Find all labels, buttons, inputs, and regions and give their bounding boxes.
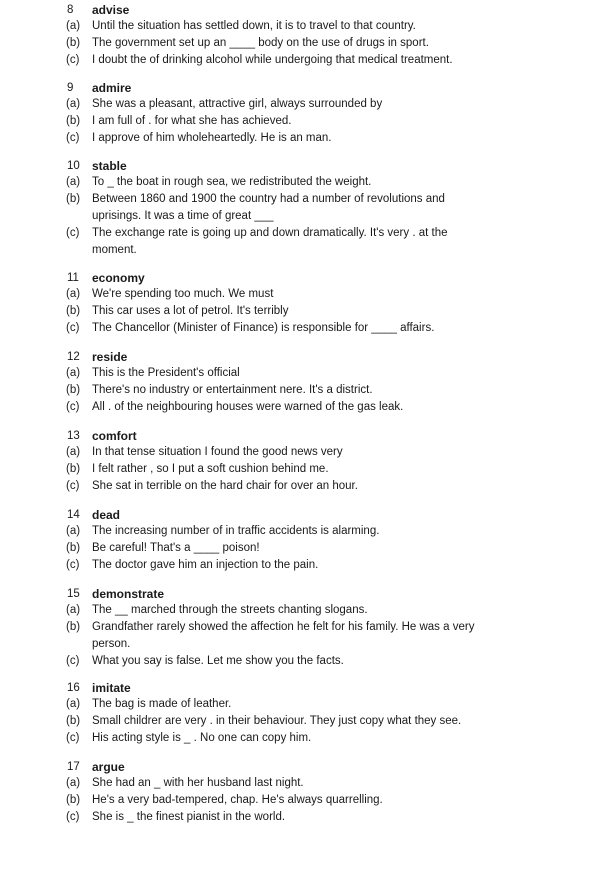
exercise-sentence — [0, 35, 607, 52]
exercise-sentence — [0, 365, 607, 382]
section-number: 17 — [67, 761, 80, 773]
sentence-text: To _ the boat in rough sea, we redistributed the weight. — [92, 176, 372, 188]
exercise-sentence — [0, 96, 607, 113]
item-letter: (b) — [66, 542, 81, 554]
section-keyword: stable — [92, 159, 127, 173]
exercise-section — [0, 349, 607, 416]
exercise-sentence — [0, 174, 607, 191]
sentence-text: The Chancellor (Minister of Finance) is responsible for ____ affairs. — [92, 322, 435, 334]
sentence-continuation — [0, 242, 607, 259]
sentence-text: Until the situation has settled down, it is to travel to that country. — [92, 20, 416, 32]
sentence-text: I felt rather , so I put a soft cushion behind me. — [92, 463, 329, 475]
item-letter: (b) — [66, 193, 81, 205]
exercise-sentence — [0, 792, 607, 809]
section-keyword: argue — [92, 760, 125, 774]
exercise-sentence — [0, 286, 607, 303]
item-letter: (b) — [66, 305, 81, 317]
exercise-sentence — [0, 775, 607, 792]
sentence-text: What you say is false. Let me show you the facts. — [92, 655, 344, 667]
sentence-text: There's no industry or entertainment nere. It's a district. — [92, 384, 373, 396]
exercise-sentence — [0, 303, 607, 320]
exercise-section — [0, 507, 607, 574]
section-heading — [0, 2, 607, 18]
item-letter: (c) — [66, 54, 80, 66]
sentence-text: I approve of him wholeheartedly. He is an man. — [92, 132, 332, 144]
item-letter: (c) — [66, 227, 80, 239]
sentence-text: The doctor gave him an injection to the pain. — [92, 559, 319, 571]
sentence-text: This is the President's official — [92, 367, 240, 379]
item-letter: (c) — [66, 322, 80, 334]
section-keyword: dead — [92, 508, 121, 522]
item-letter: (a) — [66, 777, 81, 789]
item-letter: (a) — [66, 367, 81, 379]
section-number: 14 — [67, 509, 80, 521]
item-letter: (a) — [66, 525, 81, 537]
section-keyword: reside — [92, 350, 128, 364]
exercise-sentence — [0, 540, 607, 557]
section-heading — [0, 507, 607, 523]
sentence-text: The __ marched through the streets chanting slogans. — [92, 604, 368, 616]
exercise-sentence — [0, 130, 607, 147]
item-letter: (b) — [66, 115, 81, 127]
exercise-section — [0, 586, 607, 670]
sentence-text: He's a very bad-tempered, chap. He's always quarrelling. — [92, 794, 383, 806]
item-letter: (a) — [66, 176, 81, 188]
exercise-sentence — [0, 191, 607, 208]
item-letter: (c) — [66, 132, 80, 144]
exercise-sentence — [0, 713, 607, 730]
sentence-continuation — [0, 208, 607, 225]
sentence-text: Between 1860 and 1900 the country had a number of revolutions and — [92, 193, 445, 205]
section-number: 9 — [67, 82, 74, 94]
section-keyword: admire — [92, 81, 132, 95]
sentence-text: I doubt the of drinking alcohol while undergoing that medical treatment. — [92, 54, 453, 66]
item-letter: (a) — [66, 20, 81, 32]
item-letter: (a) — [66, 288, 81, 300]
exercise-sentence — [0, 225, 607, 242]
item-letter: (c) — [66, 559, 80, 571]
exercise-sentence — [0, 523, 607, 540]
sentence-text: She was a pleasant, attractive girl, always surrounded by — [92, 98, 383, 110]
sentence-continuation — [0, 636, 607, 653]
section-number: 10 — [67, 160, 80, 172]
item-letter: (c) — [66, 732, 80, 744]
section-keyword: comfort — [92, 429, 137, 443]
continuation-text: moment. — [92, 244, 137, 256]
item-letter: (c) — [66, 401, 80, 413]
sentence-text: I am full of . for what she has achieved. — [92, 115, 292, 127]
section-heading — [0, 586, 607, 602]
sentence-text: The bag is made of leather. — [92, 698, 232, 710]
section-keyword: advise — [92, 3, 130, 17]
item-letter: (b) — [66, 384, 81, 396]
section-heading — [0, 680, 607, 696]
exercise-sentence — [0, 444, 607, 461]
item-letter: (b) — [66, 621, 81, 633]
section-number: 8 — [67, 4, 74, 16]
section-number: 12 — [67, 351, 80, 363]
sentence-text: All . of the neighbouring houses were warned of the gas leak. — [92, 401, 404, 413]
continuation-text: person. — [92, 638, 131, 650]
item-letter: (a) — [66, 98, 81, 110]
item-letter: (a) — [66, 446, 81, 458]
exercise-sentence — [0, 696, 607, 713]
item-letter: (a) — [66, 604, 81, 616]
exercise-sentence — [0, 461, 607, 478]
item-letter: (a) — [66, 698, 81, 710]
section-number: 13 — [67, 430, 80, 442]
sentence-text: The increasing number of in traffic accidents is alarming. — [92, 525, 380, 537]
section-heading — [0, 428, 607, 444]
item-letter: (b) — [66, 794, 81, 806]
section-number: 16 — [67, 682, 80, 694]
exercise-section — [0, 80, 607, 147]
exercise-sentence — [0, 809, 607, 826]
section-heading — [0, 349, 607, 365]
section-heading — [0, 270, 607, 286]
section-keyword: imitate — [92, 681, 131, 695]
exercise-section — [0, 2, 607, 69]
section-heading — [0, 158, 607, 174]
exercise-sentence — [0, 619, 607, 636]
sentence-text: Small childrer are very . in their behaviour. They just copy what they see. — [92, 715, 462, 727]
exercise-section — [0, 270, 607, 337]
section-heading — [0, 80, 607, 96]
section-keyword: demonstrate — [92, 587, 165, 601]
exercise-sentence — [0, 113, 607, 130]
exercise-sentence — [0, 382, 607, 399]
exercise-sentence — [0, 52, 607, 69]
sentence-text: The exchange rate is going up and down dramatically. It's very . at the — [92, 227, 448, 239]
section-heading — [0, 759, 607, 775]
section-keyword: economy — [92, 271, 145, 285]
item-letter: (c) — [66, 811, 80, 823]
sentence-text: In that tense situation I found the good news very — [92, 446, 343, 458]
item-letter: (c) — [66, 480, 80, 492]
item-letter: (c) — [66, 655, 80, 667]
item-letter: (b) — [66, 715, 81, 727]
exercise-sentence — [0, 478, 607, 495]
exercise-section — [0, 680, 607, 747]
exercise-sentence — [0, 18, 607, 35]
exercise-sentence — [0, 730, 607, 747]
sentence-text: She sat in terrible on the hard chair for over an hour. — [92, 480, 358, 492]
section-number: 11 — [67, 272, 79, 284]
exercise-section — [0, 759, 607, 826]
sentence-text: The government set up an ____ body on the use of drugs in sport. — [92, 37, 429, 49]
sentence-text: This car uses a lot of petrol. It's terribly — [92, 305, 289, 317]
exercise-section — [0, 158, 607, 259]
item-letter: (b) — [66, 37, 81, 49]
section-number: 15 — [67, 588, 80, 600]
exercise-sentence — [0, 557, 607, 574]
exercise-sentence — [0, 653, 607, 670]
exercise-section — [0, 428, 607, 495]
exercise-sentence — [0, 602, 607, 619]
sentence-text: His acting style is _ . No one can copy him. — [92, 732, 312, 744]
exercise-sentence — [0, 399, 607, 416]
continuation-text: uprisings. It was a time of great ___ — [92, 210, 274, 222]
sentence-text: Grandfather rarely showed the affection he felt for his family. He was a very — [92, 621, 475, 633]
sentence-text: She is _ the finest pianist in the world. — [92, 811, 286, 823]
sentence-text: We're spending too much. We must — [92, 288, 274, 300]
sentence-text: She had an _ with her husband last night. — [92, 777, 304, 789]
item-letter: (b) — [66, 463, 81, 475]
exercise-sentence — [0, 320, 607, 337]
sentence-text: Be careful! That's a ____ poison! — [92, 542, 260, 554]
